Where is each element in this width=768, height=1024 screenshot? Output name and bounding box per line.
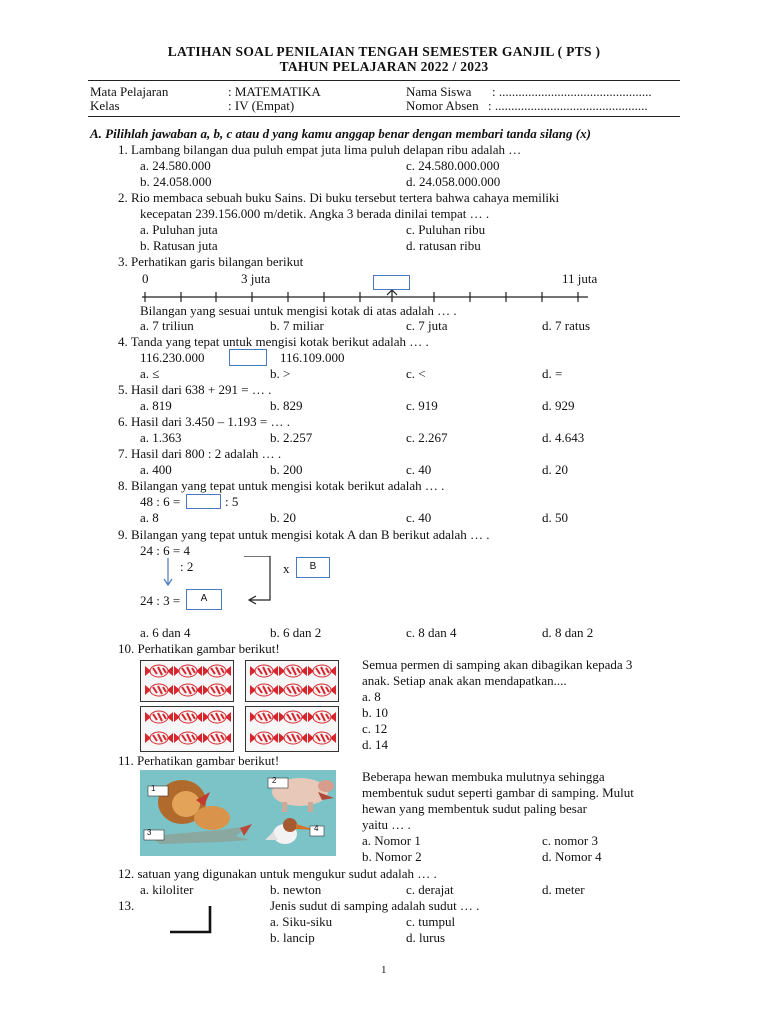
q4-option-c[interactable]: c. < [406, 366, 426, 381]
q8-answer-box[interactable] [186, 494, 221, 509]
q11-desc-3: hewan yang membentuk sudut paling besar [362, 801, 587, 816]
q6-option-d[interactable]: d. 4.643 [542, 430, 585, 445]
q2-option-b[interactable]: b. Ratusan juta [140, 238, 218, 253]
candy-icon [279, 664, 307, 678]
q13-option-a[interactable]: a. Siku-siku [270, 914, 333, 929]
q13-number: 13. [118, 898, 135, 913]
q3-option-a[interactable]: a. 7 triliun [140, 318, 194, 333]
q8-text: 8. Bilangan yang tepat untuk mengisi kotak berikut adalah … . [118, 478, 445, 493]
q9-box-b[interactable]: B [296, 557, 330, 578]
q3-text: 3. Perhatikan garis bilangan berikut [118, 254, 304, 269]
q4-option-d[interactable]: d. = [542, 366, 563, 381]
candy-icon [145, 710, 173, 724]
q12-option-a[interactable]: a. kiloliter [140, 882, 194, 897]
numberline-label-3: 3 juta [241, 271, 271, 286]
nama-field[interactable]: : ............................................... [492, 84, 652, 99]
candy-icon [174, 664, 202, 678]
q2-text-2: kecepatan 239.156.000 m/detik. Angka 3 berada dinilai tempat … . [140, 206, 490, 221]
candy-icon [174, 683, 202, 697]
q9-divide-label: : 2 [180, 559, 194, 574]
candy-icon [308, 710, 336, 724]
candy-icon [308, 683, 336, 697]
q12-option-c[interactable]: c. derajat [406, 882, 454, 897]
candy-icon [174, 710, 202, 724]
q1-text: 1. Lambang bilangan dua puluh empat juta lima puluh delapan ribu adalah … [118, 142, 522, 157]
q5-option-a[interactable]: a. 819 [140, 398, 172, 413]
q1-option-d[interactable]: d. 24.058.000.000 [406, 174, 501, 189]
q6-option-a[interactable]: a. 1.363 [140, 430, 182, 445]
q3-text-2: Bilangan yang sesuai untuk mengisi kotak di atas adalah … . [140, 303, 457, 318]
candy-icon [203, 710, 231, 724]
q9-option-d[interactable]: d. 8 dan 2 [542, 625, 594, 640]
q13-option-c[interactable]: c. tumpul [406, 914, 456, 929]
q9-times-sign: x [283, 561, 290, 576]
q11-text: 11. Perhatikan gambar berikut! [118, 753, 280, 768]
animals-image [140, 770, 336, 856]
candy-icon [203, 664, 231, 678]
nama-label: Nama Siswa [406, 84, 472, 99]
candy-icon [308, 731, 336, 745]
mapel-value: : MATEMATIKA [228, 84, 321, 99]
q10-text: 10. Perhatikan gambar berikut! [118, 641, 280, 656]
q11-option-d[interactable]: d. Nomor 4 [542, 849, 602, 864]
right-angle-figure [166, 904, 216, 936]
candy-icon [174, 731, 202, 745]
candy-icon [145, 683, 173, 697]
candy-icon [250, 664, 278, 678]
divider-top [88, 80, 680, 81]
q8-option-b[interactable]: b. 20 [270, 510, 296, 525]
q10-option-c[interactable]: c. 12 [362, 721, 388, 736]
candy-icon [145, 664, 173, 678]
page-number: 1 [381, 964, 387, 976]
q3-option-d[interactable]: d. 7 ratus [542, 318, 591, 333]
q13-option-b[interactable]: b. lancip [270, 930, 315, 945]
candy-icon [279, 731, 307, 745]
animal-label-4: 4 [314, 824, 319, 833]
title-line-1: LATIHAN SOAL PENILAIAN TENGAH SEMESTER GANJIL ( PTS ) [167, 44, 601, 59]
q11-desc-2: membentuk sudut seperti gambar di samping. Mulut [362, 785, 634, 800]
q10-option-a[interactable]: a. 8 [362, 689, 381, 704]
q8-option-a[interactable]: a. 8 [140, 510, 159, 525]
candy-icon [145, 731, 173, 745]
q10-option-d[interactable]: d. 14 [362, 737, 388, 752]
q10-desc-2: anak. Setiap anak akan mendapatkan.... [362, 673, 567, 688]
q9-option-a[interactable]: a. 6 dan 4 [140, 625, 191, 640]
q12-option-b[interactable]: b. newton [270, 882, 322, 897]
q4-text: 4. Tanda yang tepat untuk mengisi kotak berikut adalah … . [118, 334, 429, 349]
numberline-label-11: 11 juta [562, 271, 598, 286]
section-instruction: A. Pilihlah jawaban a, b, c atau d yang kamu anggap benar dengan membari tanda silang (x) [90, 126, 591, 141]
q5-text: 5. Hasil dari 638 + 291 = … . [118, 382, 272, 397]
q1-option-a[interactable]: a. 24.580.000 [140, 158, 211, 173]
candy-icon [279, 710, 307, 724]
q9-equation-1: 24 : 6 = 4 [140, 543, 190, 558]
q5-option-c[interactable]: c. 919 [406, 398, 438, 413]
absen-label: Nomor Absen [406, 98, 479, 113]
q6-option-b[interactable]: b. 2.257 [270, 430, 313, 445]
q4-option-b[interactable]: b. > [270, 366, 291, 381]
divider-bottom [88, 116, 680, 117]
q2-option-d[interactable]: d. ratusan ribu [406, 238, 481, 253]
q7-option-a[interactable]: a. 400 [140, 462, 172, 477]
q5-option-b[interactable]: b. 829 [270, 398, 303, 413]
candy-icon [279, 683, 307, 697]
kelas-value: : IV (Empat) [228, 98, 295, 113]
q4-right-number: 116.109.000 [280, 350, 345, 365]
kelas-label: Kelas [90, 98, 120, 113]
q9-box-a[interactable]: A [186, 589, 222, 610]
number-line [136, 282, 596, 304]
q5-option-d[interactable]: d. 929 [542, 398, 575, 413]
q10-option-b[interactable]: b. 10 [362, 705, 388, 720]
candy-icon [203, 683, 231, 697]
q12-option-d[interactable]: d. meter [542, 882, 585, 897]
animal-label-3: 3 [147, 828, 152, 837]
q9-option-c[interactable]: c. 8 dan 4 [406, 625, 457, 640]
q6-text: 6. Hasil dari 3.450 – 1.193 = … . [118, 414, 290, 429]
q8-equation-left: 48 : 6 = [140, 494, 181, 509]
numberline-answer-box[interactable] [373, 275, 410, 290]
candy-icon [250, 683, 278, 697]
q4-left-number: 116.230.000 [140, 350, 205, 365]
q7-text: 7. Hasil dari 800 : 2 adalah … . [118, 446, 282, 461]
q8-equation-right: : 5 [225, 494, 239, 509]
q7-option-d[interactable]: d. 20 [542, 462, 568, 477]
q1-option-c[interactable]: c. 24.580.000.000 [406, 158, 500, 173]
q4-option-a[interactable]: a. ≤ [140, 366, 160, 381]
absen-field[interactable]: : ............................................... [488, 98, 648, 113]
q8-option-c[interactable]: c. 40 [406, 510, 432, 525]
q12-text: 12. satuan yang digunakan untuk mengukur sudut adalah … . [118, 866, 437, 881]
q13-text: Jenis sudut di samping adalah sudut … . [270, 898, 480, 913]
candy-icon [250, 731, 278, 745]
mapel-label: Mata Pelajaran [90, 84, 169, 99]
q8-option-d[interactable]: d. 50 [542, 510, 568, 525]
q7-option-b[interactable]: b. 200 [270, 462, 303, 477]
q3-option-b[interactable]: b. 7 miliar [270, 318, 324, 333]
q2-option-a[interactable]: a. Puluhan juta [140, 222, 218, 237]
q3-option-c[interactable]: c. 7 juta [406, 318, 448, 333]
q11-option-a[interactable]: a. Nomor 1 [362, 833, 421, 848]
q6-option-c[interactable]: c. 2.267 [406, 430, 448, 445]
q13-option-d[interactable]: d. lurus [406, 930, 445, 945]
q9-text: 9. Bilangan yang tepat untuk mengisi kotak A dan B berikut adalah … . [118, 527, 490, 542]
q11-desc-4: yaitu … . [362, 817, 411, 832]
q2-option-c[interactable]: c. Puluhan ribu [406, 222, 486, 237]
q1-option-b[interactable]: b. 24.058.000 [140, 174, 212, 189]
animal-label-1: 1 [151, 784, 156, 793]
q11-desc-1: Beberapa hewan membuka mulutnya sehingga [362, 769, 605, 784]
title-line-2: TAHUN PELAJARAN 2022 / 2023 [279, 59, 489, 74]
q9-equation-2: 24 : 3 = [140, 593, 181, 608]
candy-icon [308, 664, 336, 678]
q7-option-c[interactable]: c. 40 [406, 462, 432, 477]
candy-icon [250, 710, 278, 724]
q11-option-b[interactable]: b. Nomor 2 [362, 849, 422, 864]
q11-option-c[interactable]: c. nomor 3 [542, 833, 598, 848]
q2-text: 2. Rio membaca sebuah buku Sains. Di buku tersebut tertera bahwa cahaya memiliki [118, 190, 560, 205]
candy-icon [203, 731, 231, 745]
q9-option-b[interactable]: b. 6 dan 2 [270, 625, 322, 640]
q10-desc-1: Semua permen di samping akan dibagikan kepada 3 [362, 657, 633, 672]
numberline-label-0: 0 [142, 271, 149, 286]
q4-answer-box[interactable] [229, 349, 267, 366]
animal-label-2: 2 [272, 776, 277, 785]
